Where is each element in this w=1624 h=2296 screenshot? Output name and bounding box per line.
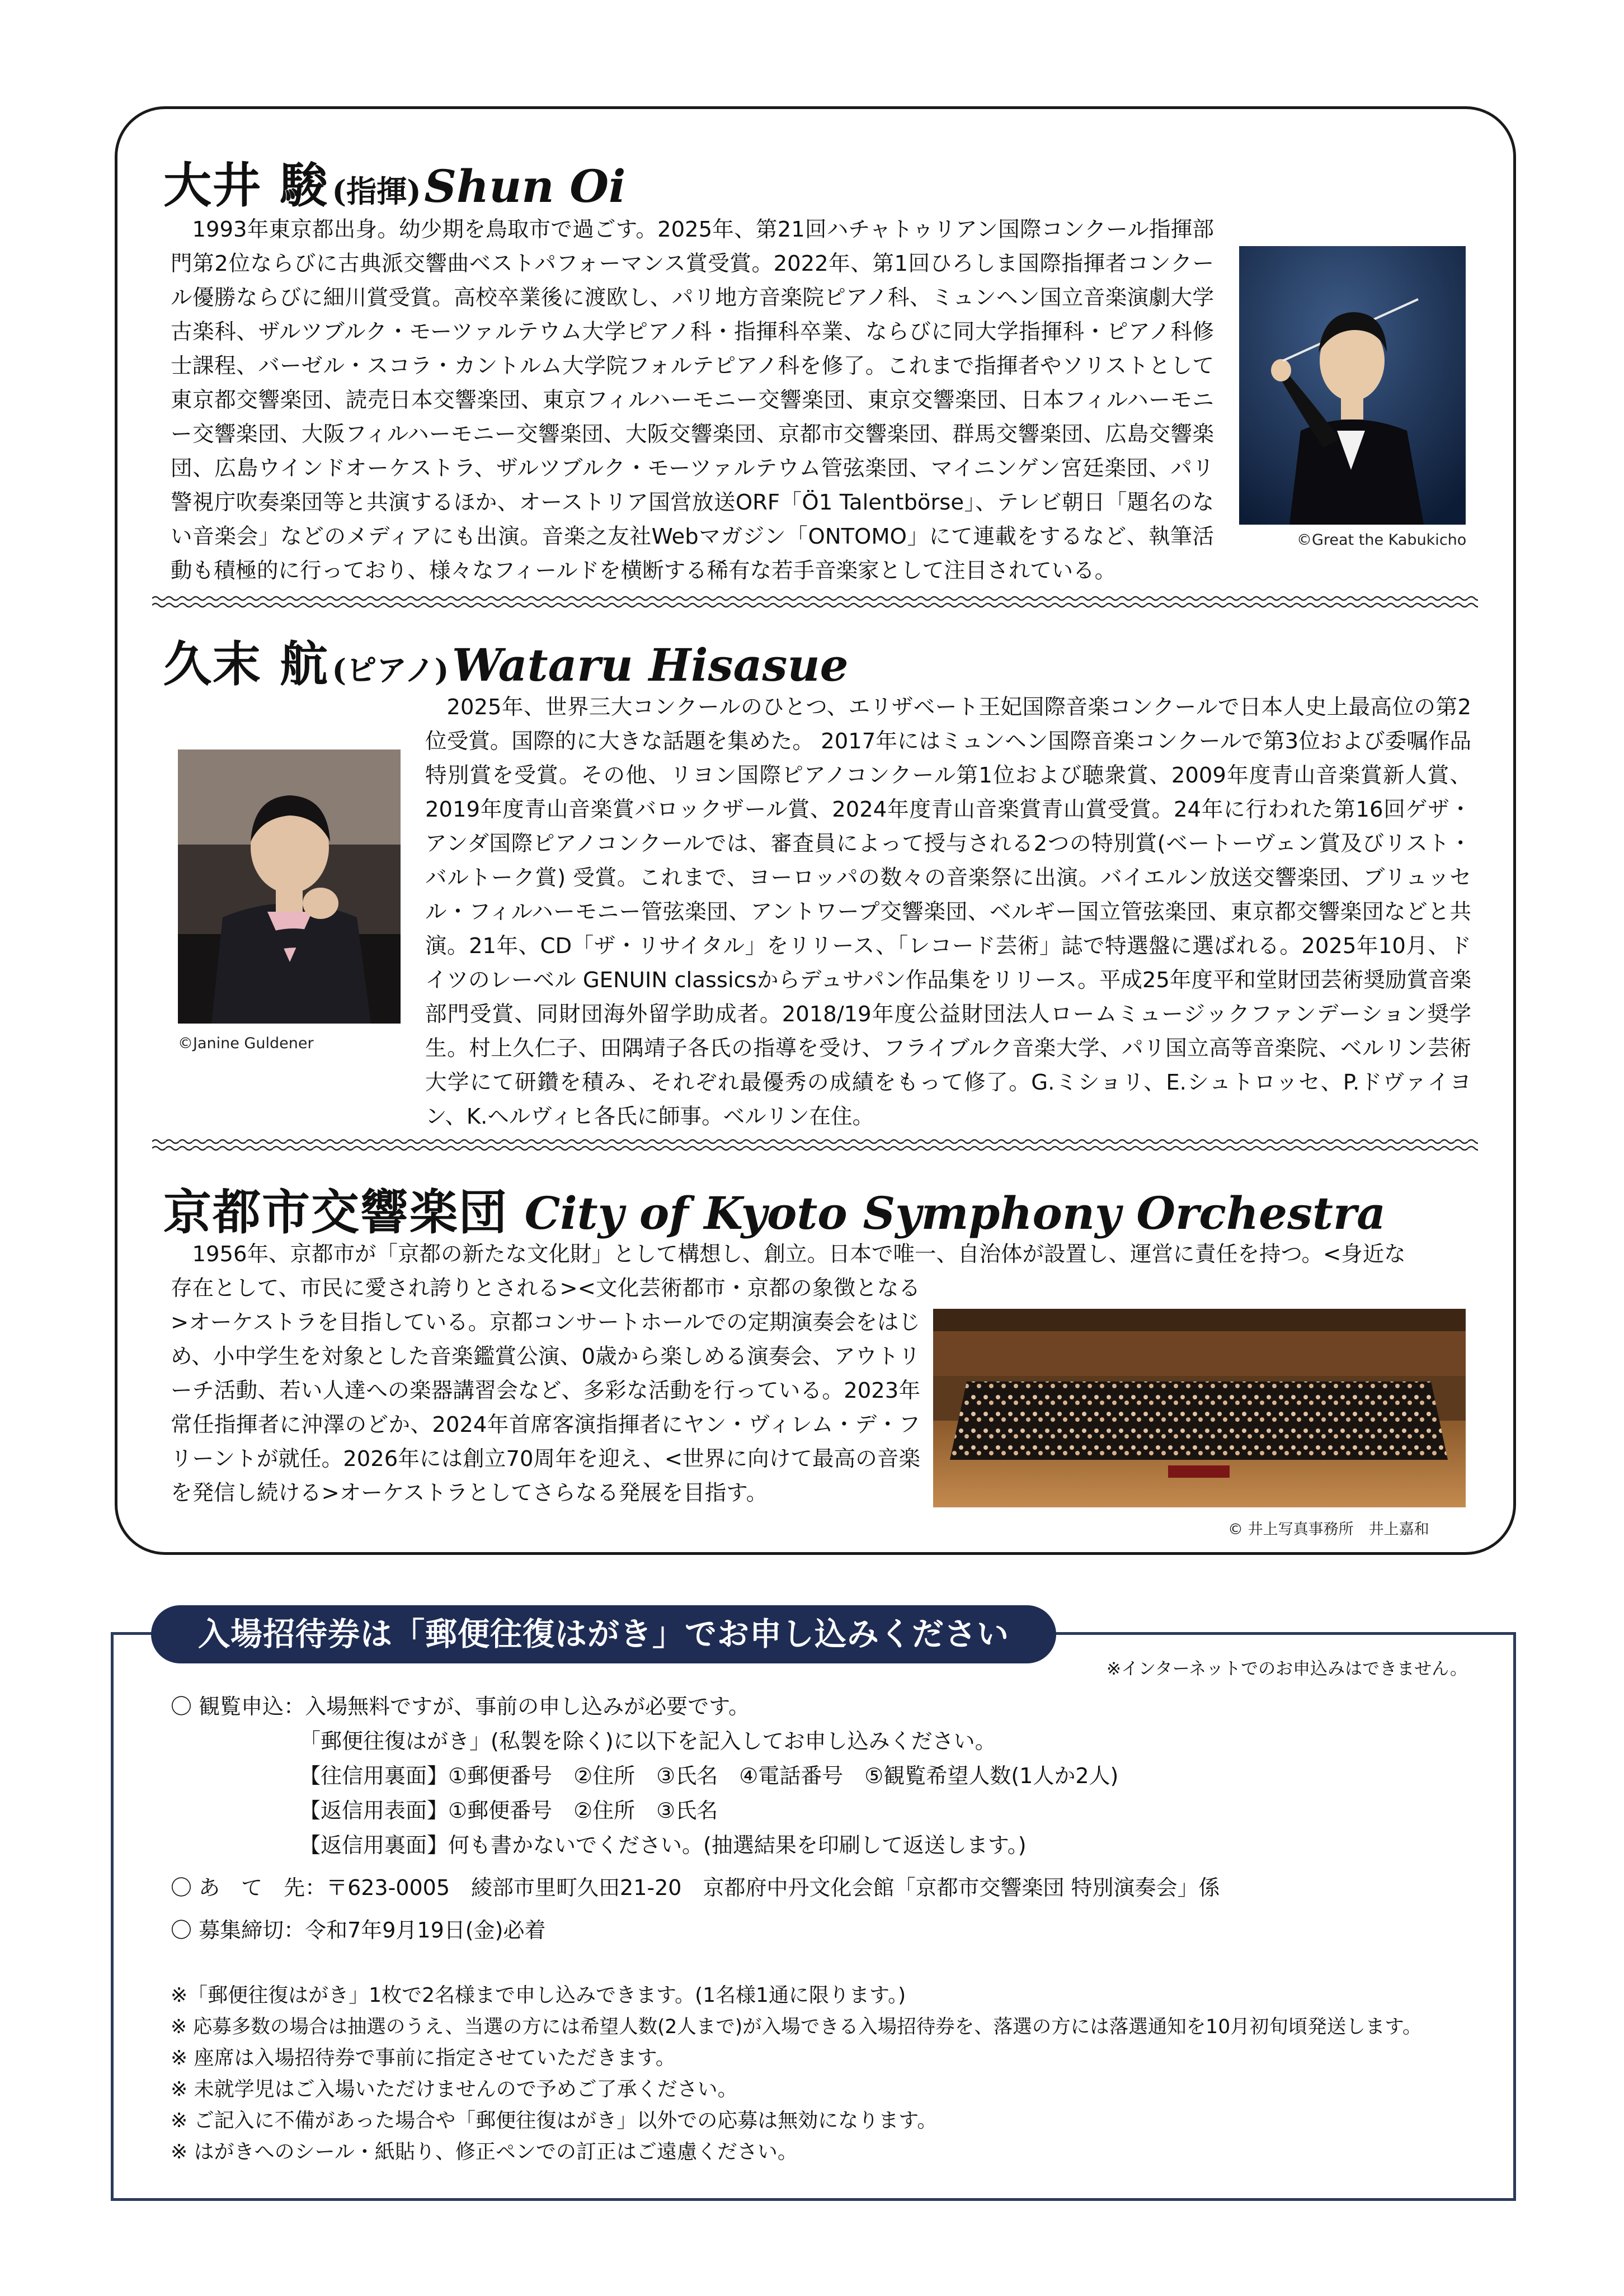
- note-item: ※ 未就学児はご入場いただけませんので予めご了承ください。: [171, 2078, 738, 2101]
- orchestra-name-en: City of Kyoto Symphony Orchestra: [524, 1187, 1386, 1239]
- conductor-name-en: Shun Oi: [424, 160, 626, 213]
- pianist-photo: [178, 749, 401, 1024]
- orchestra-bio-lead: 1956年、京都市が「京都の新たな文化財」として構想し、創立。日本で唯一、自治体が設置し、運営に責任を持つ。<身近な: [192, 1242, 1406, 1267]
- address-line: 〇 あ て 先：〒623-0005 綾部市里町久田21-20 京都府中丹文化会館「京都市交響楽団 特別演奏会」係: [171, 1875, 1220, 1900]
- application-line: 「郵便往復はがき」(私製を除く)に以下を記入してお申し込みください。: [299, 1729, 996, 1753]
- conductor-role: (指揮): [332, 173, 421, 209]
- pianist-role: (ピアノ): [332, 652, 449, 688]
- pianist-bio: 2025年、世界三大コンクールのひとつ、エリザベート王妃国際音楽コンクールで日本人史上最高位の第2位受賞。国際的に大きな話題を集めた。 2017年にはミュンヘン国際音楽コンクールで第3位および委嘱作品特別賞を受賞。その他、リヨン国際ピアノコンクール第1位および聴衆賞、2009年度青山音楽賞新人賞、2019年度青山音楽賞バロックザール賞、2024年度青山音楽賞青山賞受賞。24年に行われた第16回ゲザ・アンダ国際ピアノコンクールでは、審査員によって授与される2つの特別賞(ベートーヴェン賞及びリスト・バルトーク賞) 受賞。これまで、ヨーロッパの数々の音楽祭に出演。バイエルン放送交響楽団、ブリュッセル・フィルハーモニー管弦楽団、アントワープ交響楽団、ベルギー国立管弦楽団、東京都交響楽団などと共演。21年、CD「ザ・リサイタル」をリリース、「レコード芸術」誌で特選盤に選ばれる。2025年10月、ドイツのレーベル GENUIN classicsからデュサパン作品集をリリース。平成25年度平和堂財団芸術奨励賞音楽部門受賞、同財団海外留学助成者。2018/19年度公益財団法人ロームミュージックファンデーション奨学生。村上久仁子、田隅靖子各氏の指導を受け、フライブルク音楽大学、パリ国立高等音楽院、ベルリン芸術大学にて研鑽を積み、それぞれ最優秀の成績をもって修了。G.ミショリ、E.シュトロッセ、P.ドヴァイヨン、K.ヘルヴィヒ各氏に師事。ベルリン在住。: [425, 695, 1471, 1129]
- conductor-photo-credit: ©Great the Kabukicho: [1297, 531, 1467, 549]
- internet-note: ※インターネットでのお申込みはできません。: [1107, 1659, 1468, 1679]
- note-item: ※ 応募多数の場合は抽選のうえ、当選の方には希望人数(2人まで)が入場できる入場招待券を、落選の方には落選通知を10月初旬頃発送します。: [171, 2016, 1422, 2038]
- application-line: 【往信用裏面】①郵便番号 ②住所 ③氏名 ④電話番号 ⑤観覧希望人数(1人か2人): [299, 1764, 1119, 1788]
- wavy-divider: [152, 1138, 1478, 1152]
- application-line: 〇 観覧申込：入場無料ですが、事前の申し込みが必要です。: [171, 1694, 750, 1719]
- conductor-photo: [1239, 246, 1466, 525]
- conductor-heading: [163, 147, 625, 216]
- wavy-divider: [152, 595, 1478, 609]
- application-banner: 入場招待券は「郵便往復はがき」でお申し込みください: [151, 1605, 1056, 1663]
- note-item: ※「郵便往復はがき」1枚で2名様まで申し込みできます。(1名様1通に限ります。): [171, 1984, 906, 2007]
- conductor-name-jp: 大井 駿: [163, 157, 329, 214]
- note-item: ※ ご記入に不備があった場合や「郵便往復はがき」以外での応募は無効になります。: [171, 2109, 938, 2132]
- orchestra-photo: [933, 1309, 1466, 1507]
- orchestra-bio: 存在として、市民に愛され誇りとされる><文化芸術都市・京都の象徴となる>オーケストラを目指している。京都コンサートホールでの定期演奏会をはじめ、小中学生を対象とした音楽鑑賞公演、0歳から楽しめる演奏会、アウトリーチ活動、若い人達への楽器講習会など、多彩な活動を行っている。2023年常任指揮者に沖澤のどか、2024年首席客演指揮者にヤン・ヴィレム・デ・フリーントが就任。2026年には創立70周年を迎え、<世界に向けて最高の音楽を発信し続ける>オーケストラとしてさらなる発展を目指す。: [171, 1276, 921, 1506]
- orchestra-name-jp: 京都市交響楽団: [163, 1184, 508, 1241]
- note-item: ※ はがきへのシール・紙貼り、修正ペンでの訂正はご遠慮ください。: [171, 2141, 798, 2163]
- pianist-name-jp: 久末 航: [163, 636, 329, 692]
- deadline-line: 〇 募集締切：令和7年9月19日(金)必着: [171, 1918, 546, 1943]
- pianist-heading: [163, 625, 849, 695]
- notes-list: [171, 1980, 1421, 2168]
- orchestra-photo-credit: © 井上写真事務所 井上嘉和: [1228, 1521, 1429, 1538]
- pianist-photo-credit: ©Janine Guldener: [178, 1035, 314, 1052]
- application-line: 【返信用表面】①郵便番号 ②住所 ③氏名: [299, 1798, 718, 1823]
- conductor-bio: 1993年東京都出身。幼少期を鳥取市で過ごす。2025年、第21回ハチャトゥリアン国際コンクール指揮部門第2位ならびに古典派交響曲ベストパフォーマンス賞受賞。2022年、第1回ひろしま国際指揮者コンクール優勝ならびに細川賞受賞。高校卒業後に渡欧し、パリ地方音楽院ピアノ科、ミュンヘン国立音楽演劇大学古楽科、ザルツブルク・モーツァルテウム大学ピアノ科・指揮科卒業、ならびに同大学指揮科・ピアノ科修士課程、バーゼル・スコラ・カントルム大学院フォルテピアノ科を修了。これまで指揮者やソリストとして東京都交響楽団、読売日本交響楽団、東京フィルハーモニー交響楽団、東京交響楽団、日本フィルハーモニー交響楽団、大阪フィルハーモニー交響楽団、大阪交響楽団、京都市交響楽団、群馬交響楽団、広島交響楽団、広島ウインドオーケストラ、ザルツブルク・モーツァルテウム管弦楽団、マイニンゲン宮廷楽団、パリ警視庁吹奏楽団等と共演するほか、オーストリア国営放送ORF「Ö1 Talentbörse」、テレビ朝日「題名のない音楽会」などのメディアにも出演。音楽之友社Webマガジン「ONTOMO」にて連載をするなど、執筆活動も積極的に行っており、様々なフィールドを横断する稀有な若手音楽家として注目されている。: [171, 217, 1214, 583]
- pianist-name-en: Wataru Hisasue: [451, 639, 849, 691]
- orchestra-heading: [163, 1173, 1386, 1243]
- note-item: ※ 座席は入場招待券で事前に指定させていただきます。: [171, 2047, 676, 2069]
- application-line: 【返信用裏面】何も書かないでください。(抽選結果を印刷して返送します。): [299, 1833, 1027, 1857]
